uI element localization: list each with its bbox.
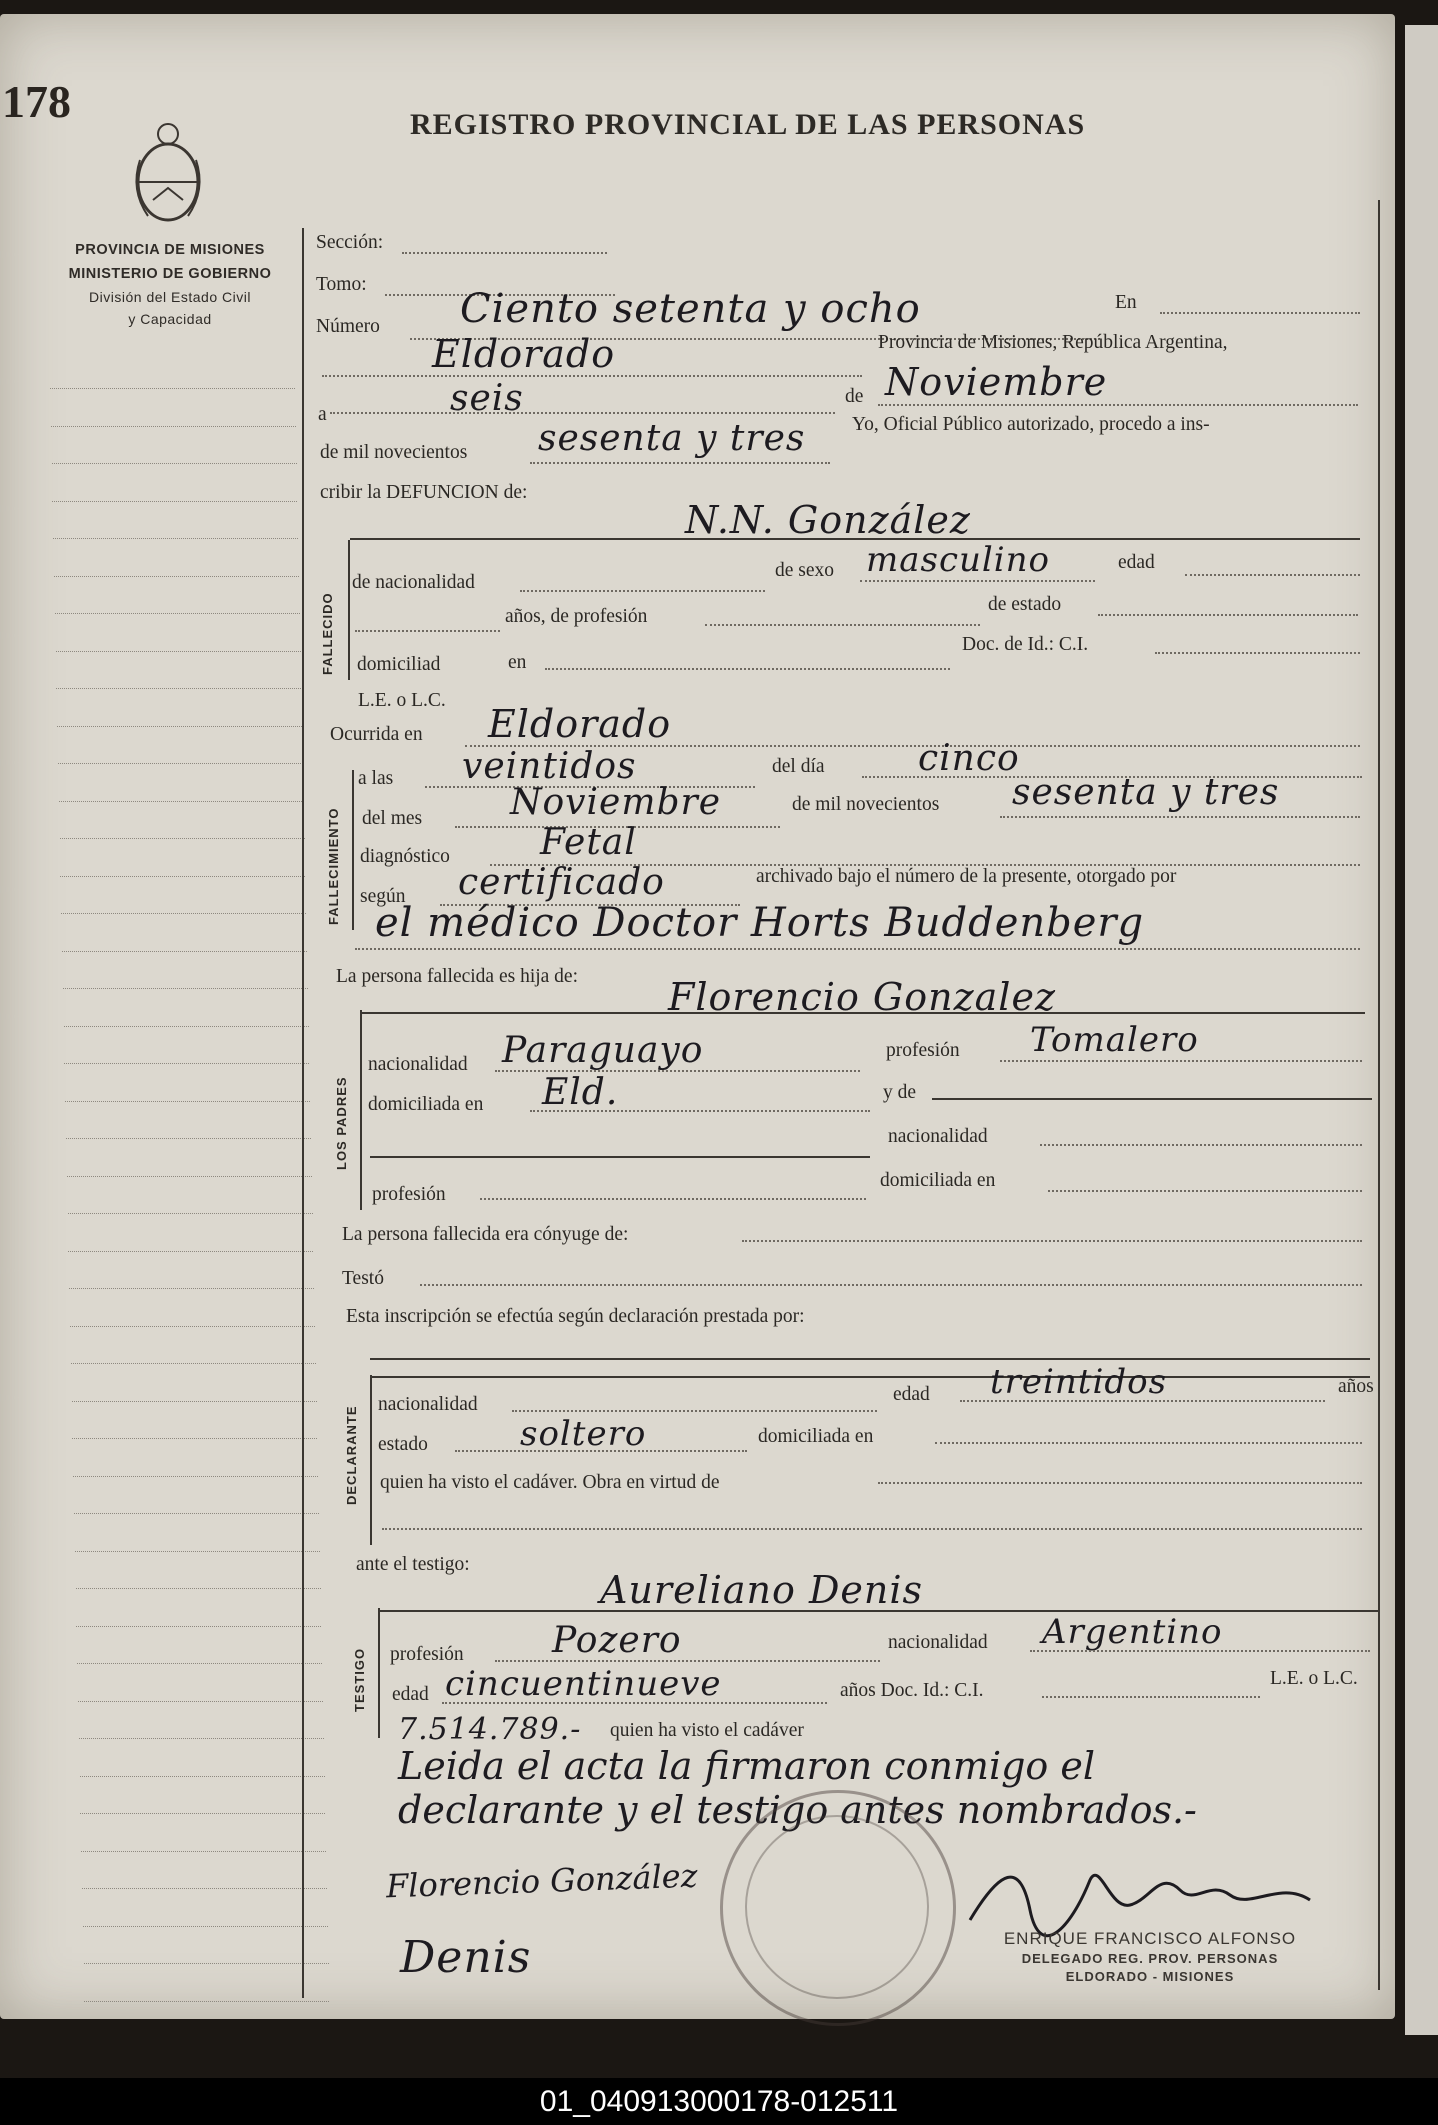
ledger-rule xyxy=(64,1026,309,1028)
testigo-doc-value: 7.514.789.- xyxy=(398,1712,582,1747)
doc-id-line xyxy=(1155,652,1360,654)
officer-name: ENRIQUE FRANCISCO ALFONSO xyxy=(1003,1929,1297,1948)
form-right-rule xyxy=(1378,200,1380,1990)
declarante-estado-value: soltero xyxy=(520,1414,647,1454)
official-seal xyxy=(720,1790,956,2026)
nacionalidad-madre-label: nacionalidad xyxy=(888,1126,988,1147)
le-lc-testigo-label: L.E. o L.C. xyxy=(1270,1668,1358,1689)
quien-visto-testigo-label: quien ha visto el cadáver xyxy=(610,1720,804,1741)
officer-place: ELDORADO - MISIONES xyxy=(1065,1969,1235,1984)
fallecimiento-section-rule xyxy=(352,770,354,930)
conyuge-line xyxy=(742,1240,1362,1242)
del-mes-label: del mes xyxy=(362,808,423,829)
label-fallecimiento: FALLECIMIENTO xyxy=(326,807,341,925)
quien-visto-label: quien ha visto el cadáver. Obra en virtud de xyxy=(380,1472,720,1493)
padre-prof-line xyxy=(1000,1060,1362,1062)
de-estado-label: de estado xyxy=(988,594,1062,615)
segun-label: según xyxy=(360,886,406,907)
numero-value: Ciento setenta y ocho xyxy=(460,286,921,332)
label-fallecido: FALLECIDO xyxy=(320,592,335,675)
testigo-edad-line xyxy=(442,1702,827,1704)
estado-declarante-label: estado xyxy=(378,1434,428,1455)
ledger-rule xyxy=(57,726,302,728)
localidad-value: Eldorado xyxy=(432,332,616,376)
doc-id-label: Doc. de Id.: C.I. xyxy=(962,634,1089,655)
ledger-rule xyxy=(80,1776,325,1778)
testigo-prof-line xyxy=(495,1660,880,1662)
provincia-label: Provincia de Misiones, República Argentina, xyxy=(878,332,1228,353)
padre-nac-value: Paraguayo xyxy=(502,1030,704,1071)
officer-title: DELEGADO REG. PROV. PERSONAS xyxy=(1021,1951,1279,1966)
localidad-line xyxy=(322,375,862,377)
diagnostico-value: Fetal xyxy=(540,822,637,863)
nacionalidad-padre-label: nacionalidad xyxy=(368,1054,468,1075)
coat-of-arms-icon xyxy=(128,120,208,230)
en-domicilio-label: en xyxy=(508,652,527,673)
ledger-rule xyxy=(63,988,308,990)
profesion-madre-label: profesión xyxy=(372,1184,446,1205)
a-label: a xyxy=(318,404,327,425)
seccion-line xyxy=(402,252,607,254)
medico-line xyxy=(355,948,1360,950)
closing-line-1: Leida el acta la firmaron conmigo el xyxy=(398,1744,1096,1788)
declarante-edad-value: treintidos xyxy=(990,1362,1168,1402)
signature-officer xyxy=(960,1850,1330,1940)
de-label: de xyxy=(845,386,864,407)
testo-line xyxy=(420,1284,1362,1286)
ledger-rule xyxy=(79,1738,324,1740)
ledger-rule xyxy=(71,1363,316,1365)
profesion-line xyxy=(705,624,980,626)
declarante-name-rule xyxy=(370,1376,1370,1378)
anos-declarante-label: años xyxy=(1338,1376,1374,1397)
domiciliada-madre-label: domiciliada en xyxy=(880,1170,996,1191)
signature-testigo: Denis xyxy=(400,1932,532,1983)
edad-line xyxy=(1185,574,1360,576)
ledger-rule xyxy=(82,1888,327,1890)
declarante-estado-line xyxy=(455,1450,747,1452)
testigo-section-rule xyxy=(378,1608,380,1738)
ledger-rule xyxy=(80,1813,325,1815)
sexo-line xyxy=(860,580,1095,582)
profesion-padre-label: profesión xyxy=(886,1040,960,1061)
testigo-doc-line xyxy=(1042,1696,1260,1698)
padre-prof-value: Tomalero xyxy=(1030,1020,1199,1060)
issuing-office xyxy=(40,238,300,330)
ante-testigo-label: ante el testigo: xyxy=(356,1554,470,1575)
nacionalidad-declarante-label: nacionalidad xyxy=(378,1394,478,1415)
hija-de-label: La persona fallecida es hija de: xyxy=(336,966,579,987)
estado-line xyxy=(1098,614,1358,616)
domiciliad-label: domiciliad xyxy=(357,654,441,675)
ledger-rule xyxy=(65,1101,310,1103)
label-testigo: TESTIGO xyxy=(352,1647,367,1712)
fallecido-top-rule xyxy=(350,538,1360,540)
ledger-rule xyxy=(56,651,301,653)
office-division: División del Estado Civil xyxy=(89,289,251,305)
profesion-testigo-label: profesión xyxy=(390,1644,464,1665)
testigo-name-value: Aureliano Denis xyxy=(600,1568,924,1612)
ledger-rule xyxy=(55,613,300,615)
ledger-rule xyxy=(68,1213,313,1215)
le-lc-label: L.E. o L.C. xyxy=(358,690,446,711)
dia-value: seis xyxy=(450,378,524,419)
ledger-rule xyxy=(61,913,306,915)
anio-f-value: sesenta y tres xyxy=(1012,772,1280,813)
domiciliada-declarante-label: domiciliada en xyxy=(758,1426,874,1447)
madre-prof-line xyxy=(480,1198,866,1200)
dia-line xyxy=(330,412,835,414)
ledger-rule xyxy=(73,1476,318,1478)
inscribir-label: cribir la DEFUNCION de: xyxy=(320,482,528,503)
signature-declarante: Florencio González xyxy=(385,1856,699,1906)
declarante-dom-line xyxy=(935,1442,1362,1444)
domiciliada-padre-label: domiciliada en xyxy=(368,1094,484,1115)
ledger-rule xyxy=(83,1926,328,1928)
padre-dom-line xyxy=(530,1110,870,1112)
mes-f-value: Noviembre xyxy=(510,782,722,823)
ledger-rule xyxy=(76,1626,321,1628)
testigo-nac-value: Argentino xyxy=(1042,1612,1223,1652)
closing-line-2: declarante y el testigo antes nombrados.- xyxy=(398,1788,1197,1832)
declarante-section-rule xyxy=(370,1375,372,1545)
conyuge-label: La persona fallecida era cónyuge de: xyxy=(342,1224,629,1245)
padres-top-rule xyxy=(360,1012,1365,1014)
ledger-rule xyxy=(81,1851,326,1853)
testigo-edad-value: cincuentinueve xyxy=(445,1664,722,1704)
ledger-rule xyxy=(59,801,304,803)
a-las-label: a las xyxy=(358,768,394,789)
tomo-label: Tomo: xyxy=(316,274,367,295)
padre-value: Florencio Gonzalez xyxy=(668,975,1056,1019)
testigo-top-rule xyxy=(380,1610,1380,1612)
ledger-rule xyxy=(51,426,296,428)
testigo-nac-line xyxy=(1030,1650,1370,1652)
ledger-rule xyxy=(60,838,305,840)
edad-declarante-label: edad xyxy=(893,1384,930,1405)
obra-line-2 xyxy=(382,1528,1362,1530)
oficial-label: Yo, Oficial Público autorizado, procedo a ins- xyxy=(852,414,1210,435)
ledger-rule xyxy=(66,1138,311,1140)
archivado-label: archivado bajo el número de la presente, otorgado por xyxy=(756,866,1177,887)
fallecido-section-rule xyxy=(348,540,350,680)
label-los-padres: LOS PADRES xyxy=(334,1076,349,1170)
padres-section-rule xyxy=(360,1010,362,1210)
office-ministry: MINISTERIO DE GOBIERNO xyxy=(68,266,272,282)
madre-dom-line xyxy=(1048,1190,1362,1192)
testigo-prof-value: Pozero xyxy=(552,1620,682,1661)
medico-value: el médico Doctor Horts Buddenberg xyxy=(375,900,1145,946)
madre-nac-line xyxy=(1040,1144,1362,1146)
official-seal-inner xyxy=(745,1815,929,1999)
form-left-rule xyxy=(302,228,304,1998)
en-label: En xyxy=(1115,292,1137,313)
scan-id-caption: 01_040913000178-012511 xyxy=(0,2078,1438,2125)
ledger-rule xyxy=(52,463,297,465)
nacionalidad-testigo-label: nacionalidad xyxy=(888,1632,988,1653)
ledger-rule xyxy=(74,1513,319,1515)
y-de-label: y de xyxy=(883,1082,917,1103)
padres-mid-rule xyxy=(370,1156,870,1158)
dia-f-value: cinco xyxy=(918,738,1020,779)
edad-label: edad xyxy=(1118,552,1155,573)
page-title: REGISTRO PROVINCIAL DE LAS PERSONAS xyxy=(410,108,1086,141)
declarante-top-rule xyxy=(370,1358,1370,1360)
ledger-rule xyxy=(77,1663,322,1665)
mes-line xyxy=(878,404,1358,406)
inscripcion-label: Esta inscripción se efectúa según declaración prestada por: xyxy=(346,1306,805,1327)
obra-line xyxy=(878,1482,1362,1484)
ledger-rule xyxy=(54,576,299,578)
nombre-value: N.N. González xyxy=(685,498,971,542)
numero-label: Número xyxy=(316,316,380,337)
ledger-rule xyxy=(84,2001,329,2003)
edad-years-line xyxy=(355,630,500,632)
anos-profesion-label: años, de profesión xyxy=(505,606,648,627)
ocurrida-value: Eldorado xyxy=(488,702,672,746)
ledger-rule xyxy=(53,538,298,540)
ledger-rule xyxy=(72,1438,317,1440)
ledger-rule xyxy=(60,876,305,878)
declarante-edad-line xyxy=(960,1400,1325,1402)
ledger-rule xyxy=(78,1701,323,1703)
ledger-rule xyxy=(50,388,295,390)
label-declarante: DECLARANTE xyxy=(344,1405,359,1505)
nacionalidad-line xyxy=(520,590,765,592)
ledger-rule xyxy=(62,951,307,953)
hora-value: veintidos xyxy=(462,746,637,787)
ledger-rule xyxy=(58,763,303,765)
declarante-nac-line xyxy=(512,1410,877,1412)
ledger-rule xyxy=(72,1401,317,1403)
domicilio-line xyxy=(545,668,950,670)
office-province: PROVINCIA DE MISIONES xyxy=(75,242,265,258)
ledger-rule xyxy=(76,1588,321,1590)
de-mil-f-label: de mil novecientos xyxy=(792,794,940,815)
officer-stamp xyxy=(970,1928,1330,1986)
de-mil-label: de mil novecientos xyxy=(320,442,468,463)
testo-label: Testó xyxy=(342,1268,384,1289)
ledger-rule xyxy=(69,1288,314,1290)
diagnostico-label: diagnóstico xyxy=(360,846,450,867)
en-line xyxy=(1160,312,1360,314)
ocurrida-en-label: Ocurrida en xyxy=(330,724,423,745)
ledger-rule xyxy=(56,688,301,690)
de-nacionalidad-label: de nacionalidad xyxy=(352,572,475,593)
madre-name-line xyxy=(932,1098,1372,1100)
segun-value: certificado xyxy=(458,862,665,903)
anos-doc-label: años Doc. Id.: C.I. xyxy=(840,1680,984,1701)
ledger-rule xyxy=(64,1063,309,1065)
anio-value: sesenta y tres xyxy=(538,418,806,459)
del-dia-label: del día xyxy=(772,756,825,777)
page-number: 178 xyxy=(2,76,71,127)
anio-line xyxy=(530,462,830,464)
padre-dom-value: Eld. xyxy=(542,1072,619,1113)
mes-value: Noviembre xyxy=(885,360,1108,404)
de-sexo-label: de sexo xyxy=(775,560,835,581)
anio-f-line xyxy=(1000,816,1360,818)
ledger-rule xyxy=(75,1551,320,1553)
ledger-rule xyxy=(68,1251,313,1253)
ledger-rule xyxy=(52,501,297,503)
sexo-value: masculino xyxy=(866,540,1051,580)
seccion-label: Sección: xyxy=(316,232,384,253)
ledger-rule xyxy=(84,1963,329,1965)
ledger-rule xyxy=(70,1326,315,1328)
ledger-rule xyxy=(67,1176,312,1178)
edad-testigo-label: edad xyxy=(392,1684,429,1705)
office-capacity: y Capacidad xyxy=(128,311,212,327)
adjacent-page-edge xyxy=(1405,25,1438,2035)
